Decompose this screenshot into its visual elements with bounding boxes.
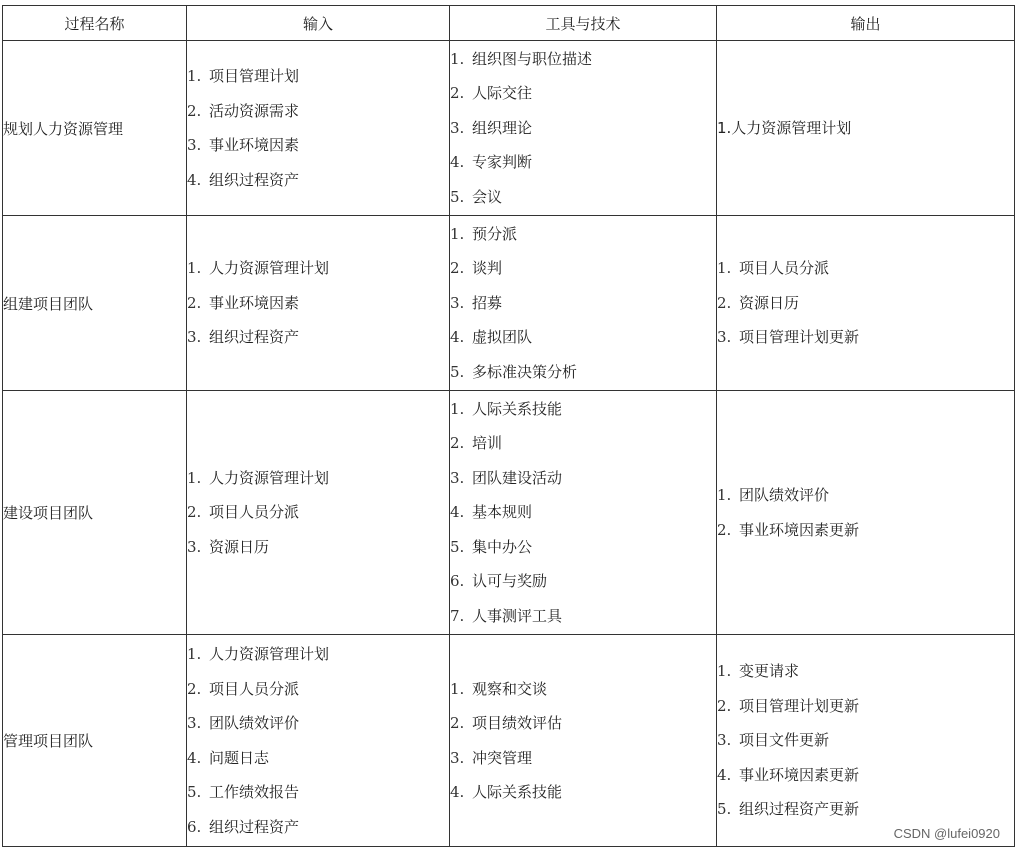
item-text: 组织图与职位描述 [472, 49, 593, 68]
item-number: 2. [450, 434, 465, 453]
item-number: 1. [187, 67, 202, 85]
item-number: 6. [187, 817, 202, 836]
outputs-cell [717, 391, 1015, 635]
item-text: 预分派 [472, 224, 518, 243]
table-row [3, 41, 1015, 216]
header-inputs: 输入 [187, 6, 450, 41]
item-number: 4. [450, 328, 465, 347]
item-text: 资源日历 [739, 293, 800, 312]
list-item [450, 741, 716, 776]
outputs-cell [717, 41, 1015, 216]
item-number: 1. [450, 49, 465, 68]
list-item [450, 426, 716, 461]
item-text: 组织理论 [472, 118, 533, 137]
item-number: 1. [450, 224, 465, 243]
list-item [187, 59, 449, 94]
item-text: 团队绩效评价 [209, 714, 300, 732]
list-item [717, 723, 1014, 758]
item-number: 3. [450, 293, 465, 312]
header-tools-techniques: 工具与技术 [450, 6, 717, 41]
item-text: 项目管理计划更新 [739, 696, 860, 715]
item-number: 2. [187, 101, 202, 120]
item-number: 5. [187, 783, 202, 801]
item-number: 3. [187, 136, 202, 154]
item-text: 组织过程资产更新 [739, 800, 860, 819]
watermark: CSDN @lufei0920 [893, 826, 1000, 841]
item-text: 集中办公 [472, 537, 533, 556]
process-name-cell: 组建项目团队 [3, 216, 187, 391]
list-item [450, 530, 716, 565]
table-row [3, 635, 1015, 847]
list-item [450, 180, 716, 215]
item-number: 6. [450, 572, 465, 591]
inputs-cell [187, 216, 450, 391]
list-item [450, 461, 716, 496]
item-text: 人际关系技能 [472, 783, 563, 801]
item-number: 1. [450, 679, 465, 698]
list-item [717, 320, 1014, 355]
table-row [3, 216, 1015, 391]
outputs-cell [717, 635, 1015, 847]
list-item [717, 758, 1014, 793]
item-text: 组织过程资产 [209, 328, 300, 347]
list-item [450, 355, 716, 390]
item-text: 人力资源管理计划 [209, 645, 330, 663]
list-item [450, 564, 716, 599]
list-item [450, 251, 716, 286]
outputs-cell [717, 216, 1015, 391]
list-item [187, 461, 449, 496]
item-text: 人力资源管理计划 [209, 259, 330, 278]
item-number: 3. [450, 468, 465, 487]
item-number: 5. [450, 187, 465, 206]
tools-list [450, 42, 716, 215]
item-number: 1. [717, 662, 732, 681]
inputs-cell [187, 41, 450, 216]
item-number: 2. [717, 293, 732, 312]
item-number: 1. [717, 486, 732, 504]
tools-cell [450, 216, 717, 391]
item-number: 4. [187, 748, 202, 767]
list-item [187, 530, 449, 565]
tools-list [450, 217, 716, 390]
item-number: 2. [717, 520, 732, 539]
inputs-cell [187, 391, 450, 635]
item-text: 人力资源管理计划 [209, 468, 330, 487]
item-text: 组织过程资产 [209, 817, 300, 836]
list-item [717, 689, 1014, 724]
list-item [187, 94, 449, 129]
tools-list [450, 392, 716, 634]
item-text: 事业环境因素更新 [739, 765, 860, 784]
item-number: 4. [450, 783, 465, 801]
list-item [187, 320, 449, 355]
list-item [187, 672, 449, 707]
item-number: 3. [717, 731, 732, 750]
item-text: 项目绩效评估 [472, 714, 563, 732]
item-text: 项目管理计划 [209, 67, 300, 85]
list-item [717, 654, 1014, 689]
item-number: 3. [450, 118, 465, 137]
list-item [187, 128, 449, 163]
list-item [450, 775, 716, 810]
item-text: 活动资源需求 [209, 101, 300, 120]
item-text: 问题日志 [209, 748, 270, 767]
item-text: 变更请求 [739, 662, 800, 681]
header-outputs: 输出 [717, 6, 1015, 41]
list-item [717, 513, 1014, 548]
outputs-list [717, 654, 1014, 827]
list-item [717, 792, 1014, 827]
list-item [187, 163, 449, 198]
list-item [450, 217, 716, 252]
item-number: 5. [717, 800, 732, 819]
item-text: 组织过程资产 [209, 170, 300, 189]
table-row [3, 391, 1015, 635]
list-item [187, 637, 449, 672]
item-text: 多标准决策分析 [472, 362, 578, 381]
item-number: 1. [187, 645, 202, 663]
item-number: 3. [187, 714, 202, 732]
list-item [450, 42, 716, 77]
list-item [450, 286, 716, 321]
process-name-cell: 建设项目团队 [3, 391, 187, 635]
item-number: 2. [450, 259, 465, 278]
outputs-list [717, 478, 1014, 547]
item-number: 5. [450, 362, 465, 381]
item-number: 2. [450, 84, 465, 103]
list-item [187, 741, 449, 776]
item-number: 3. [450, 748, 465, 767]
item-number: 2. [450, 714, 465, 732]
item-text: 虚拟团队 [472, 328, 533, 347]
inputs-list [187, 59, 449, 197]
list-item [450, 706, 716, 741]
process-name-cell: 规划人力资源管理 [3, 41, 187, 216]
header-row [3, 6, 1015, 41]
item-text: 事业环境因素 [209, 293, 300, 312]
list-item [450, 495, 716, 530]
item-number: 3. [187, 537, 202, 556]
item-text: 人际交往 [472, 84, 533, 103]
output-item: 1.人力资源管理计划 [717, 119, 852, 137]
item-number: 3. [187, 328, 202, 347]
item-text: 项目管理计划更新 [739, 328, 860, 347]
item-text: 培训 [472, 434, 503, 453]
item-text: 工作绩效报告 [209, 783, 300, 801]
item-number: 7. [450, 606, 465, 625]
list-item [717, 286, 1014, 321]
process-table [2, 5, 1015, 847]
list-item [187, 810, 449, 845]
item-number: 1. [450, 399, 465, 418]
list-item [717, 478, 1014, 513]
list-item [450, 672, 716, 707]
item-text: 观察和交谈 [472, 679, 548, 698]
list-item [187, 495, 449, 530]
item-text: 谈判 [472, 259, 503, 278]
list-item [187, 775, 449, 810]
list-item [717, 251, 1014, 286]
item-number: 5. [450, 537, 465, 556]
item-text: 事业环境因素更新 [739, 520, 860, 539]
outputs-list [717, 251, 1014, 355]
inputs-list [187, 637, 449, 844]
item-text: 人际关系技能 [472, 399, 563, 418]
process-name-cell: 管理项目团队 [3, 635, 187, 847]
item-text: 招募 [472, 293, 503, 312]
inputs-cell [187, 635, 450, 847]
item-number: 2. [187, 293, 202, 312]
list-item [450, 145, 716, 180]
item-text: 项目文件更新 [739, 731, 830, 750]
item-number: 2. [187, 503, 202, 522]
list-item [187, 706, 449, 741]
inputs-list [187, 461, 449, 565]
item-number: 3. [717, 328, 732, 347]
item-text: 冲突管理 [472, 748, 533, 767]
item-text: 认可与奖励 [472, 572, 548, 591]
item-text: 团队建设活动 [472, 468, 563, 487]
list-item [450, 599, 716, 634]
item-number: 4. [717, 765, 732, 784]
item-text: 专家判断 [472, 153, 533, 172]
item-number: 1. [187, 259, 202, 278]
inputs-list [187, 251, 449, 355]
item-text: 项目人员分派 [739, 259, 830, 278]
tools-cell [450, 41, 717, 216]
item-number: 2. [187, 679, 202, 698]
item-number: 4. [187, 170, 202, 189]
item-text: 项目人员分派 [209, 679, 300, 698]
list-item [450, 392, 716, 427]
list-item [450, 76, 716, 111]
item-number: 4. [450, 503, 465, 522]
item-text: 人事测评工具 [472, 606, 563, 625]
list-item [187, 251, 449, 286]
item-text: 资源日历 [209, 537, 270, 556]
list-item [187, 286, 449, 321]
item-number: 2. [717, 696, 732, 715]
header-process-name: 过程名称 [3, 6, 187, 41]
item-text: 项目人员分派 [209, 503, 300, 522]
list-item [450, 111, 716, 146]
tools-cell [450, 635, 717, 847]
item-text: 基本规则 [472, 503, 533, 522]
item-number: 1. [717, 259, 732, 278]
item-text: 会议 [472, 187, 503, 206]
item-text: 团队绩效评价 [739, 486, 830, 504]
tools-cell [450, 391, 717, 635]
list-item [450, 320, 716, 355]
tools-list [450, 672, 716, 810]
item-number: 1. [187, 468, 202, 487]
item-text: 事业环境因素 [209, 136, 300, 154]
item-number: 4. [450, 153, 465, 172]
